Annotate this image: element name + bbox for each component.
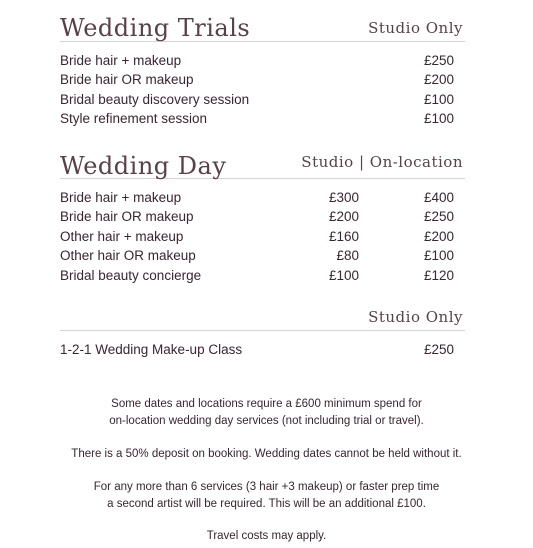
service-label: Style refinement session <box>60 111 208 126</box>
studio-price: £200 <box>328 209 359 224</box>
studio-price: £80 <box>336 248 359 263</box>
service-price: £100 <box>423 92 454 107</box>
day-row <box>60 248 460 267</box>
wedding-trials-meta: Studio Only <box>368 19 463 37</box>
service-price: £250 <box>423 342 454 357</box>
day-row <box>60 229 460 248</box>
trials-row <box>60 92 460 111</box>
class-row <box>60 342 460 361</box>
service-label: Bride hair OR makeup <box>60 72 194 87</box>
studio-price: £300 <box>328 190 359 205</box>
class-meta: Studio Only <box>368 308 463 326</box>
service-label: Bride hair OR makeup <box>60 209 194 224</box>
travel-note: Travel costs may apply. <box>206 530 327 542</box>
wedding-day-meta: Studio | On-location <box>301 153 463 171</box>
second-artist-note-line2: a second artist will be required. This will be an additional £100. <box>107 498 426 510</box>
second-artist-note-line1: For any more than 6 services (3 hair +3 makeup) or faster prep time <box>93 481 440 493</box>
service-label: Bride hair + makeup <box>60 190 182 205</box>
service-label: Bridal beauty discovery session <box>60 92 250 107</box>
wedding-day-header <box>60 146 465 179</box>
day-row <box>60 209 460 228</box>
service-label: Bride hair + makeup <box>60 53 182 68</box>
location-price: £100 <box>423 248 454 263</box>
studio-price: £100 <box>328 268 359 283</box>
wedding-trials-title: Wedding Trials <box>60 14 251 42</box>
wedding-day-title: Wedding Day <box>60 152 227 180</box>
service-price: £250 <box>423 53 454 68</box>
service-label: Other hair + makeup <box>60 229 184 244</box>
minimum-spend-note-line2: on-location wedding day services (not including trial or travel). <box>109 415 424 427</box>
trials-row <box>60 53 460 72</box>
day-row <box>60 190 460 209</box>
location-price: £200 <box>423 229 454 244</box>
trials-row <box>60 111 460 130</box>
notes <box>40 396 493 546</box>
wedding-trials-header <box>60 10 465 42</box>
location-price: £250 <box>423 209 454 224</box>
location-price: £400 <box>423 190 454 205</box>
location-price: £120 <box>423 268 454 283</box>
day-row <box>60 268 460 287</box>
studio-price: £160 <box>328 229 359 244</box>
service-label: Other hair OR makeup <box>60 248 196 263</box>
deposit-note: There is a 50% deposit on booking. Wedding dates cannot be held without it. <box>71 448 462 460</box>
minimum-spend-note-line1: Some dates and locations require a £600 minimum spend for <box>111 398 422 410</box>
service-price: £200 <box>423 72 454 87</box>
service-label: 1-2-1 Wedding Make-up Class <box>60 342 243 357</box>
class-header <box>60 300 465 331</box>
trials-row <box>60 72 460 91</box>
service-label: Bridal beauty concierge <box>60 268 202 283</box>
service-price: £100 <box>423 111 454 126</box>
